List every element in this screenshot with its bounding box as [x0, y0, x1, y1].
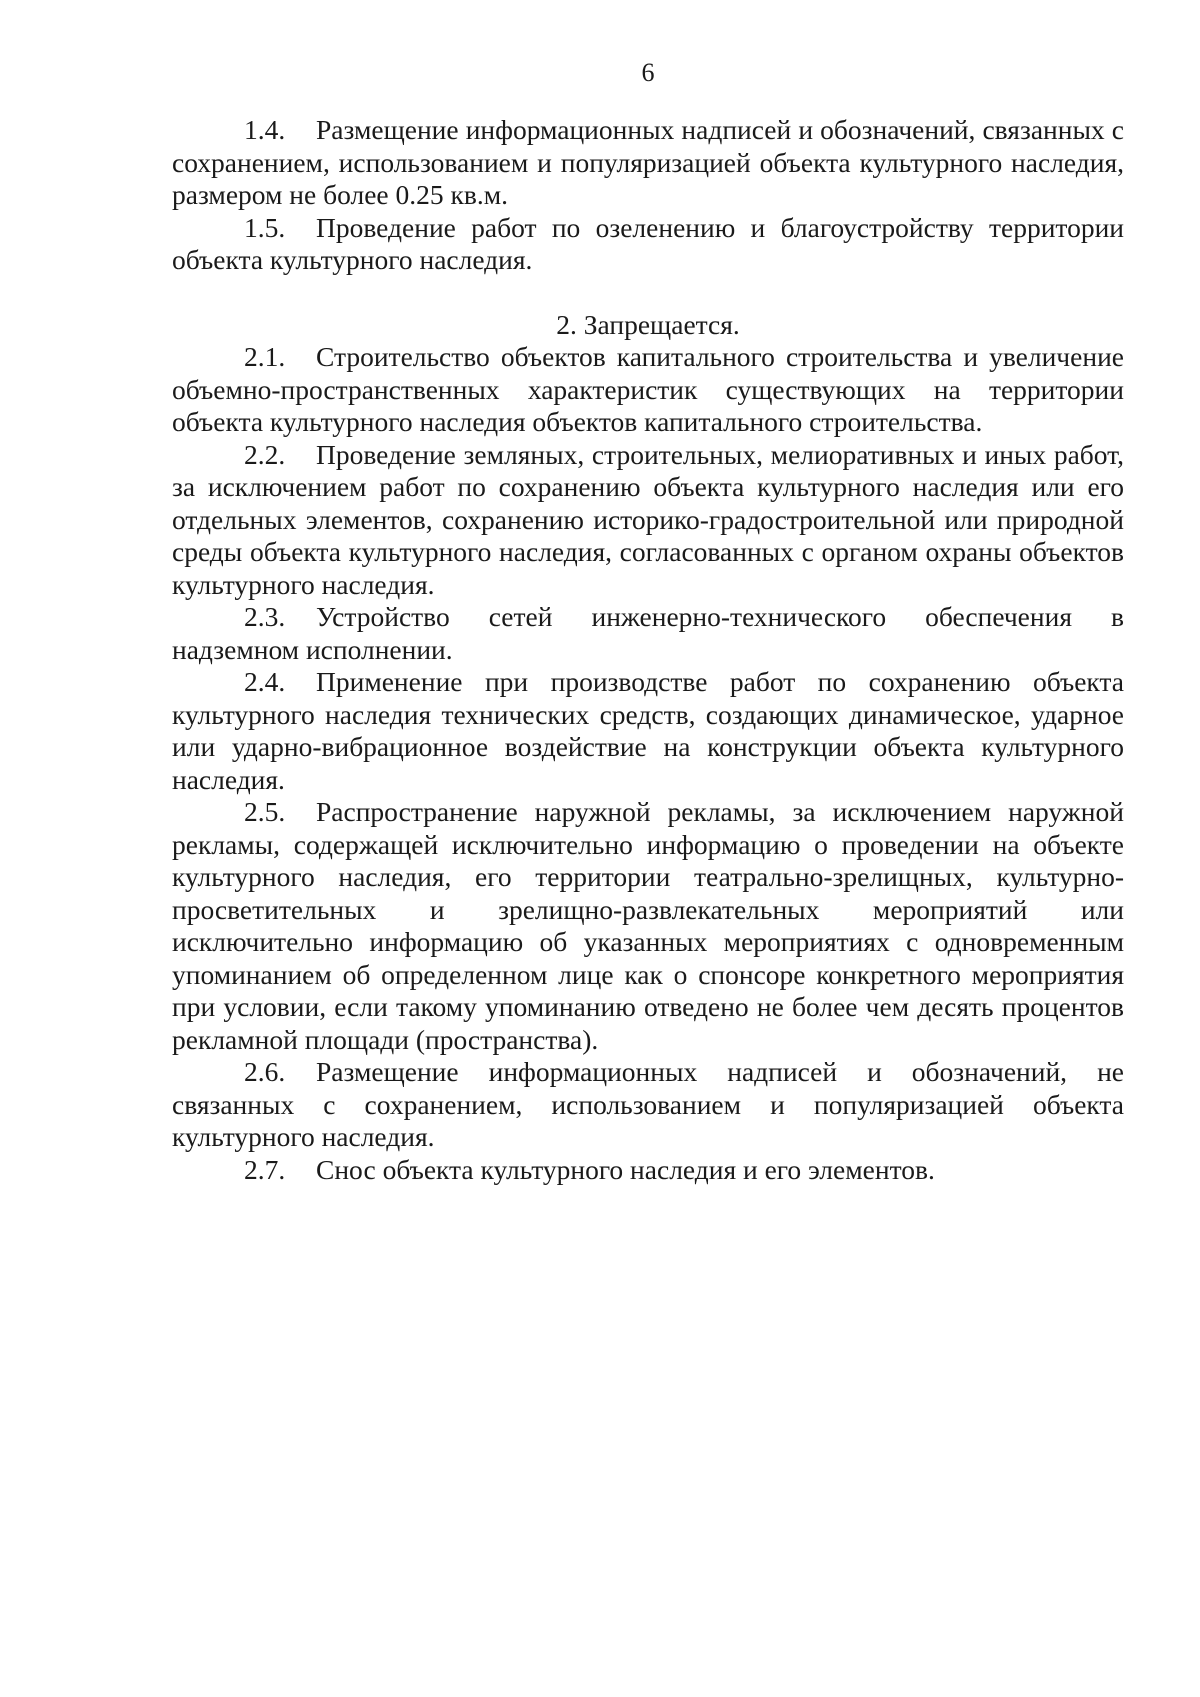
paragraph-2-2 — [172, 439, 1124, 602]
paragraph-2-4 — [172, 666, 1124, 796]
paragraph-1-5 — [172, 212, 1124, 277]
item-number: 1.5. — [244, 211, 286, 243]
item-number: 2.1. — [244, 341, 286, 372]
page-number: 6 — [641, 58, 655, 87]
item-number: 2.2. — [244, 438, 286, 470]
item-text: Проведение работ по озеленению и благоустройству территории объекта культурного наследия. — [172, 211, 1124, 275]
item-number: 2.7. — [244, 1153, 286, 1185]
item-text: Распространение наружной рекламы, за исключением наружной рекламы, содержащей исключительно информацию о проведении на объекте культурного наследия, его территории театрально-зрелищных, культурно-просветительных и зрелищно-развлекательных мероприятий или исключительно информацию об указанных мероприятиях с одновременным упоминанием об определенном лице как о спонсоре конкретного мероприятия при условии, если такому упоминанию отведено не более чем десять процентов рекламной площади (пространства). — [172, 796, 1124, 1055]
item-number: 1.4. — [244, 114, 286, 145]
item-text: Применение при производстве работ по сохранению объекта культурного наследия технических средств, создающих динамическое, ударное или ударно-вибрационное воздействие на конструкции объекта культурного наследия. — [172, 666, 1124, 795]
paragraph-2-7 — [172, 1154, 1124, 1187]
item-number: 2.3. — [244, 601, 286, 632]
item-number: 2.4. — [244, 666, 286, 697]
section-heading: 2. Запрещается. — [556, 308, 740, 340]
item-text: Проведение земляных, строительных, мелиоративных и иных работ, за исключением работ по сохранению объекта культурного наследия или его отдельных элементов, сохранению историко-градостроительной или природной среды объекта культурного наследия, согласованных с органом охраны объектов культурного наследия. — [172, 438, 1124, 600]
paragraph-2-5 — [172, 796, 1124, 1056]
item-number: 2.6. — [244, 1056, 286, 1087]
item-text: Снос объекта культурного наследия и его элементов. — [316, 1153, 935, 1185]
item-text: Строительство объектов капитального строительства и увеличение объемно-пространственных характеристик существующих на территории объекта культурного наследия объектов капитального строительства. — [172, 341, 1124, 437]
item-text: Размещение информационных надписей и обозначений, не связанных с сохранением, использованием и популяризацией объекта культурного наследия. — [172, 1056, 1124, 1152]
paragraph-2-6 — [172, 1056, 1124, 1154]
item-number: 2.5. — [244, 796, 286, 827]
paragraph-2-3 — [172, 601, 1124, 666]
paragraph-1-4 — [172, 114, 1124, 212]
item-text: Размещение информационных надписей и обозначений, связанных с сохранением, использованием и популяризацией объекта культурного наследия, размером не более 0.25 кв.м. — [172, 114, 1124, 210]
document-body — [172, 114, 1124, 1186]
paragraph-2-1 — [172, 341, 1124, 439]
item-text: Устройство сетей инженерно-технического обеспечения в надземном исполнении. — [172, 601, 1124, 665]
